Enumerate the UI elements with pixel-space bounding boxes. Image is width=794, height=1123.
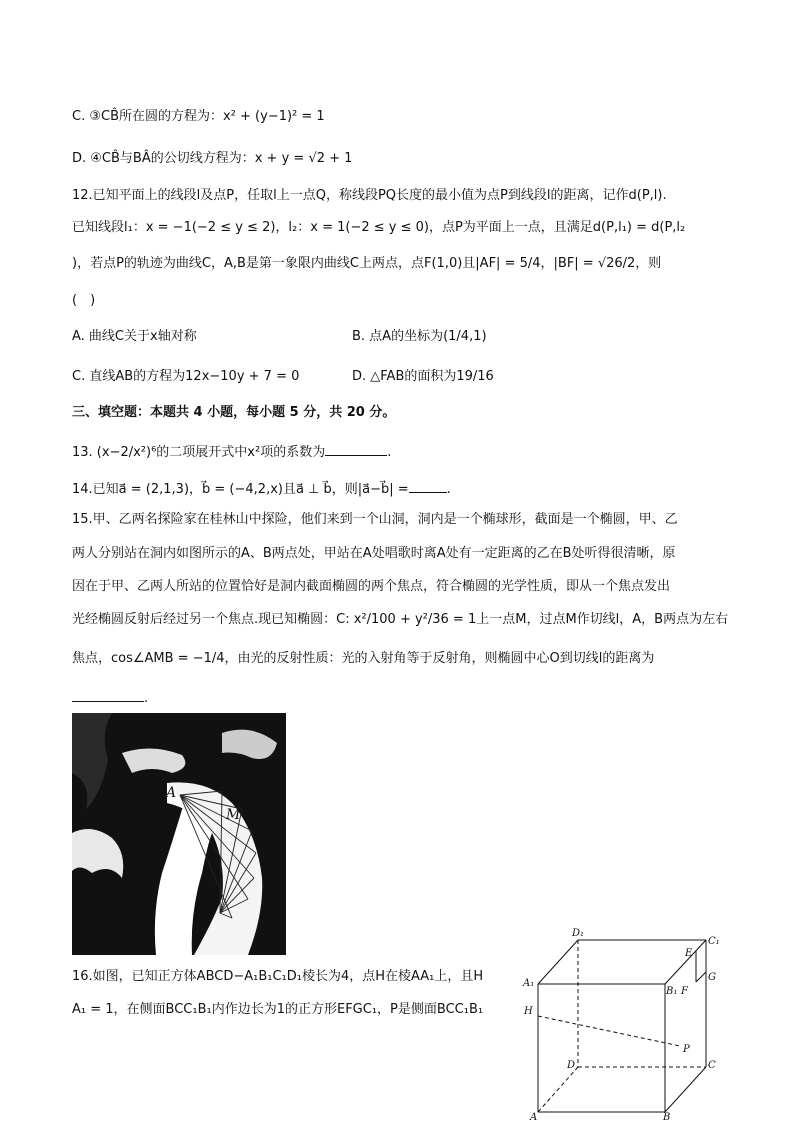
q16-line-2: A₁ = 1，在侧面BCC₁B₁内作边长为1的正方形EFGC₁，P是侧面BCC₁B₁ xyxy=(72,1002,484,1017)
q15-line-2: 两人分别站在洞内如图所示的A、B两点处，甲站在A处唱歌时离A处有一定距离的乙在B处听得很清晰，原 xyxy=(72,546,676,561)
q12-line-2: 已知线段l₁：x = −1(−2 ≤ y ≤ 2)，l₂：x = 1(−2 ≤ y ≤ 0)，点P为平面上一点，且满足d(P,l₁) = d(P,l₂ xyxy=(72,220,686,235)
q15-line-3: 因在于甲、乙两人所站的位置恰好是洞内截面椭圆的两个焦点，符合椭圆的光学性质，即从一个焦点发出 xyxy=(72,579,671,594)
option-c-q11: C. ③CB̂所在圆的方程为：x² + (y−1)² = 1 xyxy=(72,109,325,124)
q16-line-1: 16.如图，已知正方体ABCD−A₁B₁C₁D₁棱长为4，点H在棱AA₁上，且H xyxy=(72,969,484,984)
q15-line-6 xyxy=(72,687,148,708)
q14 xyxy=(72,478,451,499)
q12-option-a: A. 曲线C关于x轴对称 xyxy=(72,329,197,344)
cube-label-a1: A₁ xyxy=(523,978,535,989)
cube-label-b: B xyxy=(663,1112,671,1120)
cube-label-c1: C₁ xyxy=(708,936,720,947)
cube-figure xyxy=(520,922,725,1120)
q14-text: 14.已知a⃗ = (2,1,3)，b⃗ = (−4,2,x)且a⃗ ⊥ b⃗，则|a⃗−b⃗| = xyxy=(72,482,409,497)
q15-period: . xyxy=(144,691,149,706)
cube-label-e: E xyxy=(685,948,693,959)
cave-figure xyxy=(72,713,286,955)
q15-line-4: 光经椭圆反射后经过另一个焦点.现已知椭圆：C: x²/100 + y²/36 = 1上一点M，过点M作切线l，A，B两点为左右 xyxy=(72,612,729,627)
option-d-q11: D. ④CB̂与BÂ的公切线方程为：x + y = √2 + 1 xyxy=(72,151,353,166)
cube-label-a: A xyxy=(530,1112,538,1120)
q12-line-3: )，若点P的轨迹为曲线C，A,B是第一象限内曲线C上两点，点F(1,0)且|AF| = 5/4，|BF| = √26/2，则 xyxy=(72,256,662,271)
q14-blank[interactable] xyxy=(409,478,447,493)
q12-line-4: ( ) xyxy=(72,293,96,308)
q13-blank[interactable] xyxy=(325,441,387,456)
q12-option-b: B. 点A的坐标为(1/4,1) xyxy=(352,329,487,344)
q13-period: . xyxy=(387,445,392,460)
q15-blank[interactable] xyxy=(72,687,144,702)
cube-hidden-edges xyxy=(538,940,706,1112)
cave-label-a: A xyxy=(166,785,177,801)
q13 xyxy=(72,441,391,462)
q12-option-d: D. △FAB的面积为19/16 xyxy=(352,369,494,384)
cube-label-d: D xyxy=(567,1060,576,1071)
q15-line-1: 15.甲、乙两名探险家在桂林山中探险，他们来到一个山洞，洞内是一个椭球形，截面是一个椭圆，甲、乙 xyxy=(72,512,678,527)
cube-label-p: P xyxy=(683,1044,690,1055)
q13-text: 13. (x−2/x²)⁶的二项展开式中x²项的系数为 xyxy=(72,445,326,460)
q12-line-1: 12.已知平面上的线段l及点P，任取l上一点Q，称线段PQ长度的最小值为点P到线段l的距离，记作d(P,l). xyxy=(72,188,667,203)
cave-label-m: M xyxy=(226,807,241,823)
cube-label-b1: B₁ xyxy=(666,986,678,997)
q12-option-c: C. 直线AB的方程为12x−10y + 7 = 0 xyxy=(72,369,300,384)
cube-label-h: H xyxy=(524,1006,533,1017)
section-3-heading: 三、填空题：本题共 4 小题，每小题 5 分，共 20 分。 xyxy=(72,405,396,420)
cube-label-g: G xyxy=(708,972,716,983)
cube-label-c: C xyxy=(708,1060,716,1071)
cave-label-b: B xyxy=(202,901,213,917)
q14-period: . xyxy=(446,482,451,497)
cube-solid-edges xyxy=(538,940,706,1112)
cube-label-f: F xyxy=(681,986,688,997)
cube-label-d1: D₁ xyxy=(572,928,585,939)
q15-line-5: 焦点，cos∠AMB = −1/4，由光的反射性质：光的入射角等于反射角，则椭圆中心O到切线l的距离为 xyxy=(72,651,655,666)
